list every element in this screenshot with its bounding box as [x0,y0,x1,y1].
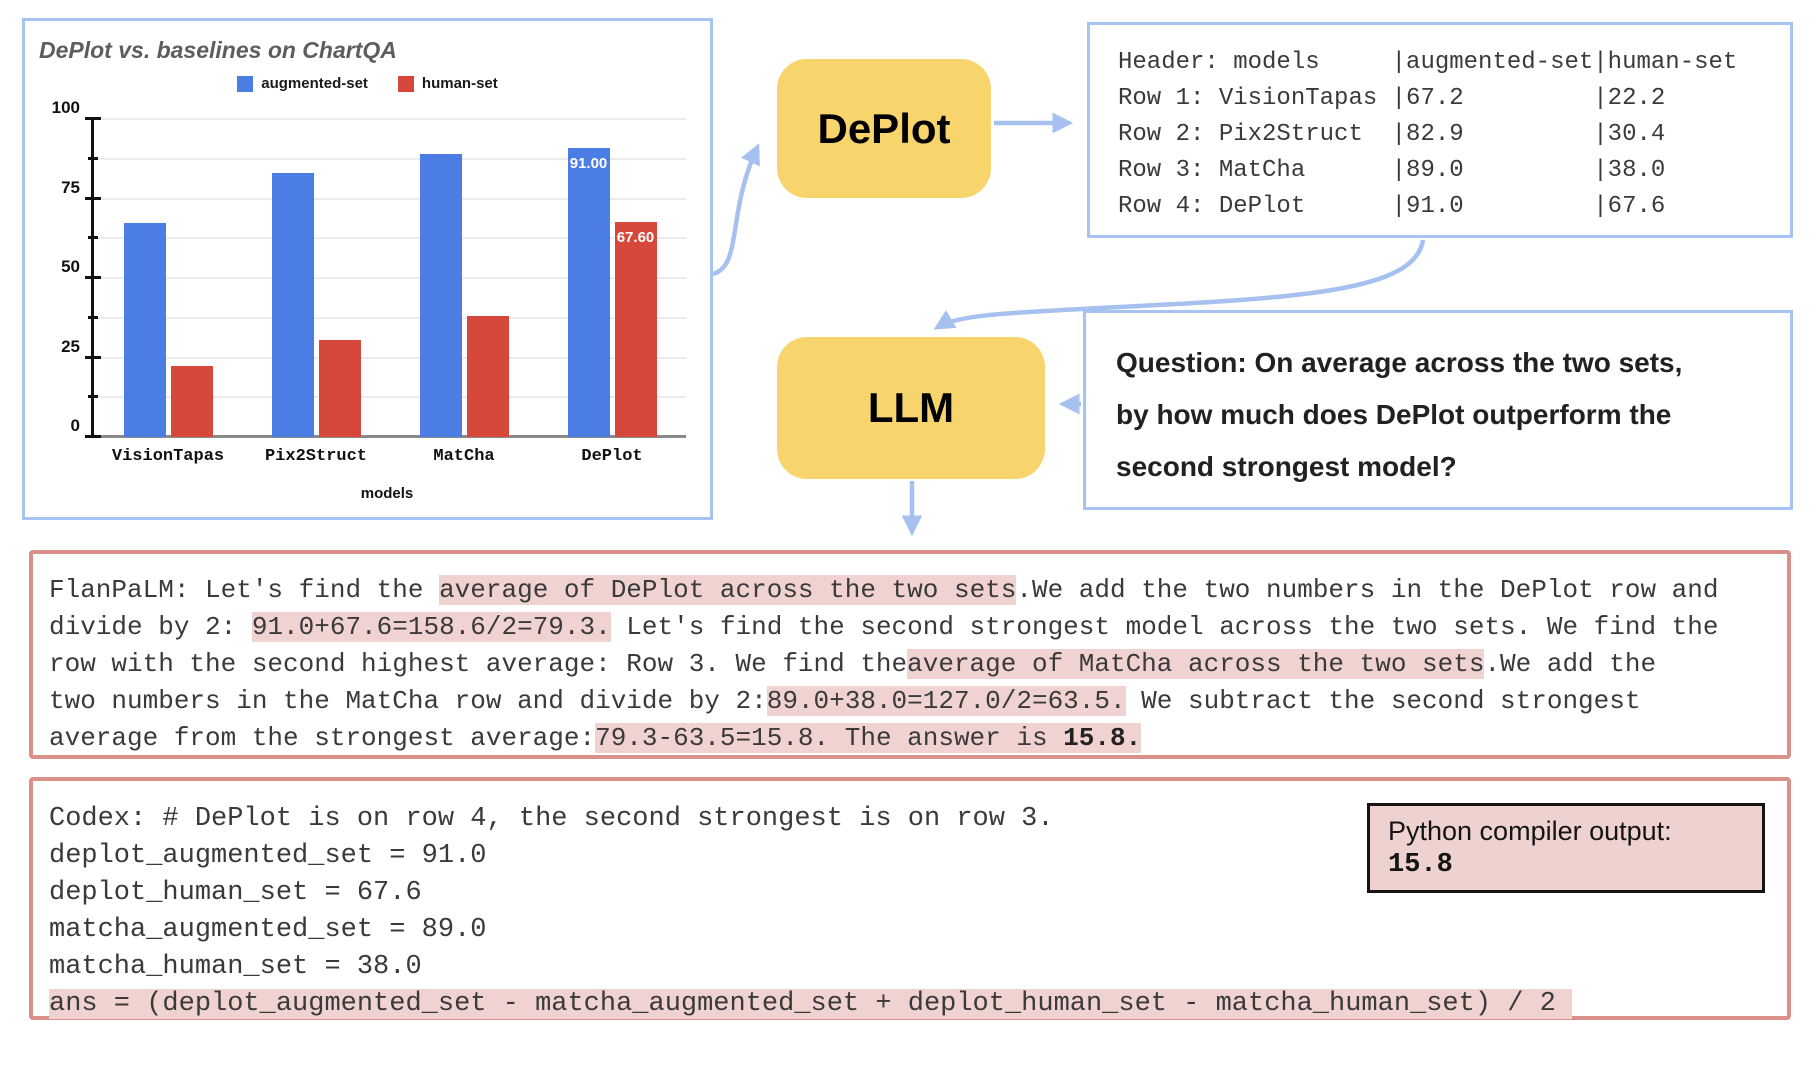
llm-label: LLM [867,384,955,431]
highlight-segment: average of MatCha across the two sets [907,649,1485,679]
text-segment: matcha_human_set = 38.0 [49,952,422,982]
legend-label: augmented-set [261,75,368,92]
text-segment: row with the second highest average: Row 3. We find the [49,649,908,679]
y-tick [88,157,98,160]
deplot-label: DePlot [817,104,951,152]
chart-panel [22,18,713,520]
bar [615,222,657,437]
legend-item [398,75,498,92]
flan-line [49,646,1787,683]
y-tick-label: 100 [51,98,80,117]
question-line: by how much does DePlot outperform the [1116,399,1672,430]
y-tick [88,236,98,239]
highlight-segment: 91.0+67.6=158.6/2=79.3. [251,612,611,642]
y-tick [85,276,101,279]
flanpalm-panel [29,550,1791,759]
question-panel [1083,310,1793,510]
y-tick [85,435,101,438]
table-line: Header: models |augmented-set|human-set [1118,49,1738,76]
x-axis-label: DePlot [581,447,643,466]
text-segment: matcha_augmented_set = 89.0 [49,915,487,945]
gridline [94,118,686,120]
codex-line [49,986,1787,1023]
text-segment: two numbers in the MatCha row and divide by 2: [49,686,767,716]
text-segment: deplot_augmented_set = 91.0 [49,841,487,871]
chart-title: DePlot vs. baselines on ChartQA [39,37,397,63]
text-segment: Let's find the second strongest model across the two sets. We find the [610,612,1719,642]
legend-swatch [398,76,414,92]
x-axis-label: VisionTapas [111,447,225,466]
text-segment: .We add the [1484,649,1657,679]
y-tick [85,117,101,120]
highlight-segment: 15.8. [1063,723,1142,753]
text-segment: .We add the two numbers in the DePlot row and [1016,575,1719,605]
highlight-segment: ans = (deplot_augmented_set - matcha_augmented_set + deplot_human_set - matcha_human_set) / 2 [49,989,1573,1019]
bar [124,223,166,437]
flan-line [49,609,1787,646]
bar [272,173,314,437]
flan-line [49,720,1787,757]
text-segment: FlanPaLM: Let's find the [49,575,440,605]
x-axis-label: Pix2Struct [264,447,368,466]
llm-box [777,337,1045,479]
legend-item [237,75,368,92]
y-tick-label: 25 [61,336,80,356]
codex-line [49,912,1787,949]
highlight-segment: average of DePlot across the two sets [439,575,1017,605]
table-line: Row 2: Pix2Struct |82.9 |30.4 [1118,121,1666,148]
table-line: Row 4: DePlot |91.0 |67.6 [1118,193,1666,220]
text-segment: Codex: # DePlot is on row 4, the second strongest is on row 3. [49,804,1054,834]
x-axis-label: MatCha [433,447,495,466]
legend-label: human-set [421,75,498,92]
x-axis-title: models [360,485,414,502]
y-tick [88,316,98,319]
y-tick [88,395,98,398]
flan-line [49,683,1787,720]
bar [420,154,462,437]
chart-legend [25,75,710,92]
table-line: Row 3: MatCha |89.0 |38.0 [1118,157,1666,184]
y-tick [85,197,101,200]
y-tick-label: 50 [61,257,80,276]
table-line: Row 1: VisionTapas |67.2 |22.2 [1118,85,1666,112]
y-tick-label: 75 [61,177,80,197]
bar [171,366,213,437]
python-output-label: Python compiler output: [1388,816,1672,846]
python-output-value: 15.8 [1388,850,1453,880]
text-segment: We subtract the second strongest [1125,686,1641,716]
y-tick-label: 0 [70,416,80,435]
text-segment: deplot_human_set = 67.6 [49,878,422,908]
text-segment: average from the strongest average: [49,723,596,753]
arrow-chart-to-deplot [713,148,757,274]
deplot-box [777,59,991,198]
table-panel [1087,22,1793,238]
highlight-segment: 79.3-63.5=15.8. The answer is [595,723,1064,753]
question-line: second strongest model? [1116,451,1457,482]
highlight-segment: 89.0+38.0=127.0/2=63.5. [766,686,1126,716]
bar-value-label: 91.00 [569,154,608,172]
bar-value-label: 67.60 [616,229,655,247]
bar [319,340,361,437]
legend-swatch [237,76,253,92]
bar [467,316,509,437]
question-line: Question: On average across the two sets, [1116,347,1683,378]
flan-line [49,572,1787,609]
codex-panel [29,777,1791,1020]
text-segment: divide by 2: [49,612,252,642]
chart-plot [51,98,686,466]
y-tick [85,356,101,359]
python-output-box [1367,803,1765,893]
codex-line [49,949,1787,986]
bar [568,148,610,437]
